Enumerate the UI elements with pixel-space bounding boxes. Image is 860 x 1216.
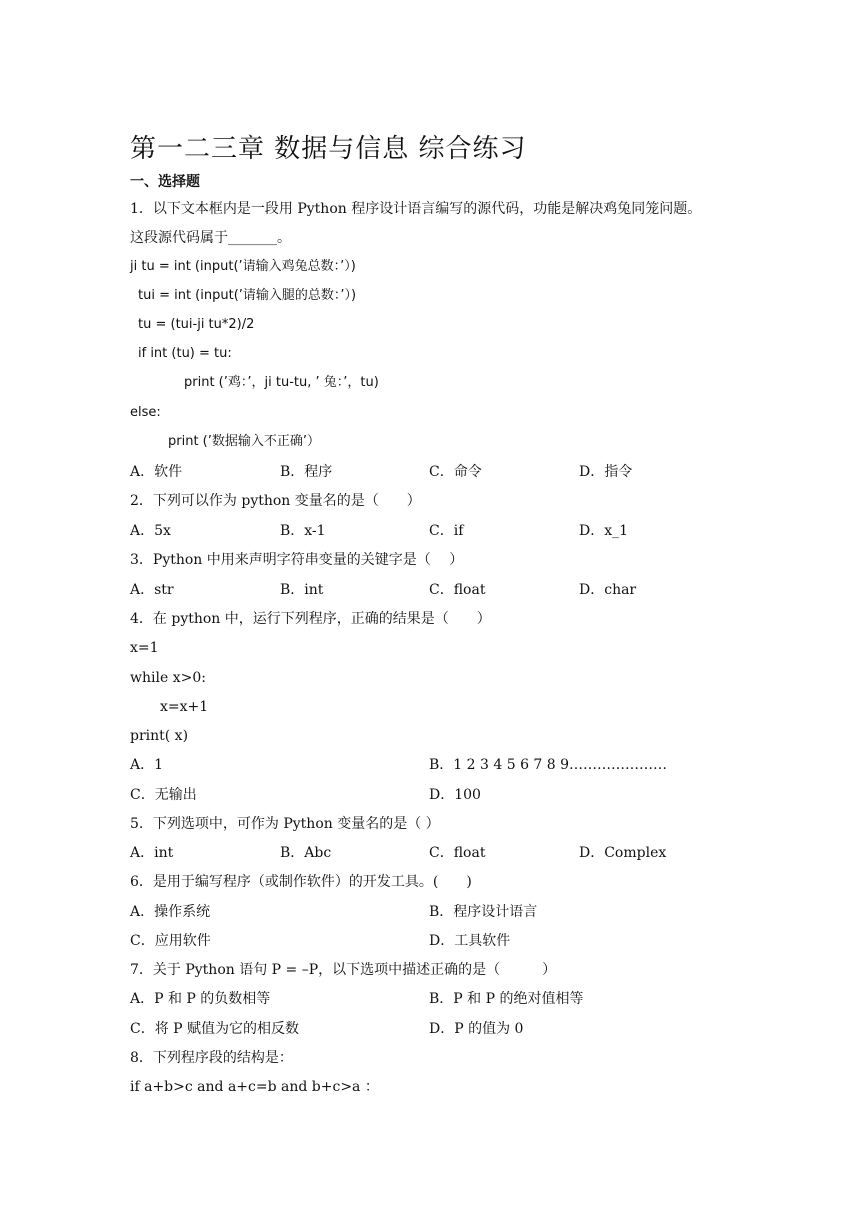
option-a: A．操作系统 bbox=[130, 904, 211, 920]
option-c: C．命令 bbox=[429, 464, 482, 480]
option-a: A．5x bbox=[130, 523, 171, 539]
code-line: x=1 bbox=[130, 640, 159, 656]
page-title: 第一二三章 数据与信息 综合练习 bbox=[130, 134, 527, 164]
option-a: A．str bbox=[130, 582, 174, 598]
question-7-text: 7．关于 Python 语句 P = –P，以下选项中描述正确的是（ ） bbox=[130, 962, 557, 978]
code-line: print (’数据输入不正确’） bbox=[168, 434, 321, 449]
option-b: B．程序设计语言 bbox=[429, 904, 538, 920]
code-line: print( x) bbox=[130, 728, 189, 744]
option-a: A．int bbox=[130, 845, 174, 861]
question-4-text: 4．在 python 中，运行下列程序，正确的结果是（ ） bbox=[130, 611, 491, 627]
option-c: C．将 P 赋值为它的相反数 bbox=[130, 1021, 300, 1037]
question-5-text: 5．下列选项中，可作为 Python 变量名的是（ ） bbox=[130, 816, 440, 832]
option-d: D．x_1 bbox=[579, 523, 629, 539]
option-c: C．应用软件 bbox=[130, 933, 211, 949]
option-d: D．指令 bbox=[579, 464, 633, 480]
option-d: D．char bbox=[579, 582, 637, 598]
question-1-text-cont: 这段源代码属于_______。 bbox=[130, 230, 291, 246]
option-d: D．工具软件 bbox=[429, 933, 511, 949]
code-line: if int (tu) = tu: bbox=[138, 346, 232, 361]
option-c: C．if bbox=[429, 523, 464, 539]
code-line: x=x+1 bbox=[160, 699, 209, 715]
question-1-text: 1．以下文本框内是一段用 Python 程序设计语言编写的源代码，功能是解决鸡兔同笼问题。 bbox=[130, 201, 702, 217]
code-line: tui = int (input(’请输入腿的总数：’）) bbox=[138, 288, 357, 303]
code-line: if a+b>c and a+c=b and b+c>a ： bbox=[130, 1079, 379, 1095]
option-c: C．float bbox=[429, 845, 486, 861]
option-d: D．P 的值为 0 bbox=[429, 1021, 524, 1037]
code-line: tu = (tui-ji tu*2)/2 bbox=[138, 317, 255, 332]
section-heading: 一、选择题 bbox=[130, 174, 200, 190]
option-b: B．Abc bbox=[280, 845, 332, 861]
option-a: A．P 和 P 的负数相等 bbox=[130, 991, 271, 1007]
option-b: B．程序 bbox=[280, 464, 333, 480]
option-b: B．x-1 bbox=[280, 523, 326, 539]
question-2-text: 2．下列可以作为 python 变量名的是（ ） bbox=[130, 493, 421, 509]
option-c: C．无输出 bbox=[130, 787, 197, 803]
question-3-text: 3．Python 中用来声明字符串变量的关键字是（ ） bbox=[130, 552, 464, 568]
option-a: A．1 bbox=[130, 757, 164, 773]
code-line: while x>0: bbox=[130, 670, 206, 686]
code-line: print (’鸡：’，ji tu-tu, ’ 兔：’，tu) bbox=[184, 375, 379, 390]
option-b: B．int bbox=[280, 582, 324, 598]
option-b: B．P 和 P 的绝对值相等 bbox=[429, 991, 584, 1007]
option-b: B．1 2 3 4 5 6 7 8 9………………… bbox=[429, 757, 668, 773]
option-a: A．软件 bbox=[130, 464, 183, 480]
code-line: ji tu = int (input(’请输入鸡兔总数：’）) bbox=[130, 259, 356, 274]
code-line: else: bbox=[130, 405, 161, 420]
option-d: D．Complex bbox=[579, 845, 667, 861]
option-c: C．float bbox=[429, 582, 486, 598]
question-6-text: 6．是用于编写程序（或制作软件）的开发工具。( ) bbox=[130, 874, 472, 890]
option-d: D．100 bbox=[429, 787, 481, 803]
question-8-text: 8．下列程序段的结构是： bbox=[130, 1050, 293, 1066]
